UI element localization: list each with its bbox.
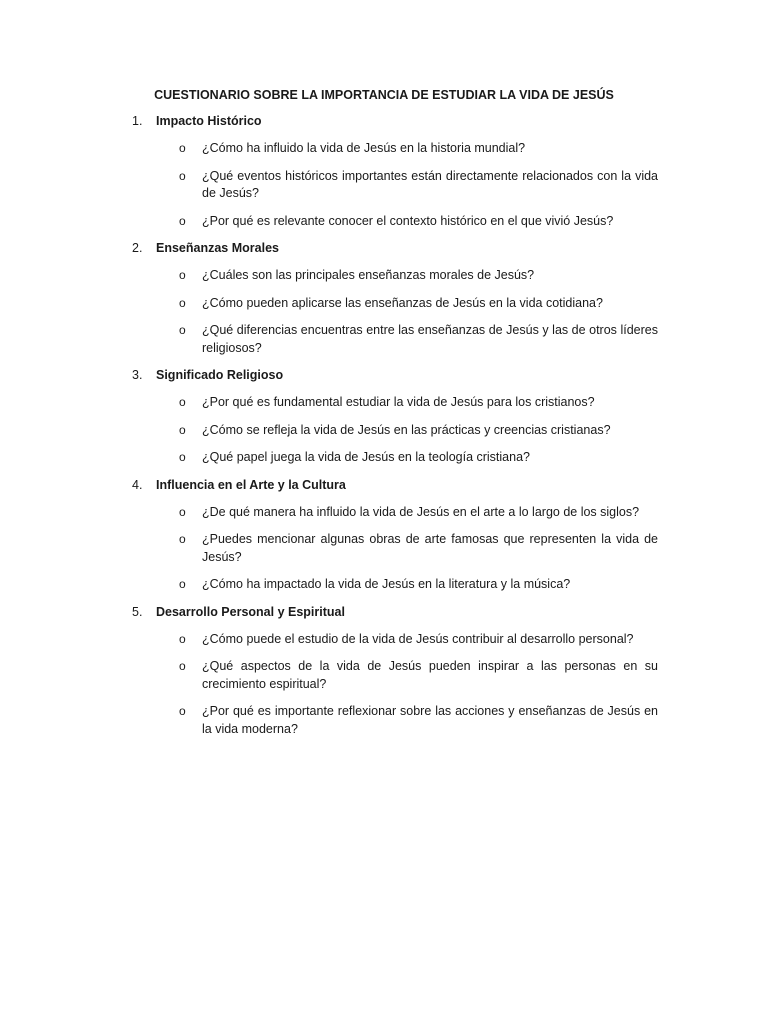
question-text: ¿Por qué es fundamental estudiar la vida de Jesús para los cristianos?: [202, 395, 595, 409]
question-list: [110, 504, 658, 594]
section-heading-row: [110, 604, 658, 620]
question-text: ¿Cómo ha impactado la vida de Jesús en la literatura y la música?: [202, 577, 571, 591]
questionnaire-section: [110, 367, 658, 467]
question-item: [110, 295, 658, 313]
bullet-marker: o: [179, 631, 186, 646]
question-text: ¿Qué aspectos de la vida de Jesús pueden inspirar a las personas en su crecimiento espiritual?: [202, 659, 658, 691]
questionnaire-section: [110, 240, 658, 357]
questionnaire-sections: [110, 113, 658, 738]
question-item: [110, 322, 658, 357]
question-text: ¿Cómo pueden aplicarse las enseñanzas de Jesús en la vida cotidiana?: [202, 295, 603, 310]
section-heading: Influencia en el Arte y la Cultura: [156, 477, 346, 492]
question-text: ¿Por qué es importante reflexionar sobre las acciones y enseñanzas de Jesús en la vida moderna?: [202, 704, 658, 736]
questionnaire-section: [110, 477, 658, 594]
question-item: [110, 140, 658, 158]
bullet-marker: o: [179, 504, 186, 519]
question-item: [110, 658, 658, 693]
question-text: ¿Cómo se refleja la vida de Jesús en las prácticas y creencias cristianas?: [202, 422, 611, 437]
bullet-marker: o: [179, 268, 186, 282]
bullet-marker: o: [179, 295, 186, 310]
section-heading-row: [110, 113, 658, 129]
bullet-marker: o: [179, 323, 186, 337]
section-heading-row: [110, 367, 658, 383]
section-heading: Impacto Histórico: [156, 114, 262, 128]
section-heading: Enseñanzas Morales: [156, 241, 279, 255]
question-list: [110, 631, 658, 739]
section-number: 5.: [132, 604, 143, 619]
question-text: ¿Cuáles son las principales enseñanzas morales de Jesús?: [202, 268, 535, 282]
question-item: [110, 213, 658, 231]
question-list: [110, 140, 658, 230]
question-list: [110, 267, 658, 357]
question-item: [110, 267, 658, 285]
section-number: 2.: [132, 241, 143, 255]
question-item: [110, 631, 658, 649]
bullet-marker: o: [179, 532, 186, 546]
section-number: 3.: [132, 368, 143, 382]
question-text: ¿Cómo puede el estudio de la vida de Jesús contribuir al desarrollo personal?: [202, 631, 634, 646]
question-text: ¿Puedes mencionar algunas obras de arte famosas que representen la vida de Jesús?: [202, 532, 658, 564]
bullet-marker: o: [179, 422, 186, 437]
document-body: [110, 87, 658, 748]
question-item: [110, 703, 658, 738]
question-item: [110, 394, 658, 412]
questionnaire-section: [110, 113, 658, 230]
section-heading: Significado Religioso: [156, 368, 284, 382]
question-text: ¿Por qué es relevante conocer el contexto histórico en el que vivió Jesús?: [202, 213, 614, 228]
question-text: ¿De qué manera ha influido la vida de Jesús en el arte a lo largo de los siglos?: [202, 504, 640, 519]
question-item: [110, 504, 658, 522]
question-item: [110, 168, 658, 203]
bullet-marker: o: [179, 213, 186, 228]
question-item: [110, 422, 658, 440]
section-heading-row: [110, 477, 658, 493]
bullet-marker: o: [179, 168, 186, 183]
question-item: [110, 449, 658, 467]
bullet-marker: o: [179, 450, 186, 464]
question-text: ¿Qué diferencias encuentras entre las enseñanzas de Jesús y las de otros líderes religiosos?: [202, 323, 658, 355]
bullet-marker: o: [179, 395, 186, 409]
question-text: ¿Qué eventos históricos importantes están directamente relacionados con la vida de Jesús?: [202, 168, 658, 200]
question-item: [110, 576, 658, 594]
question-list: [110, 394, 658, 467]
question-text: ¿Qué papel juega la vida de Jesús en la teología cristiana?: [202, 450, 530, 464]
section-number: 4.: [132, 477, 143, 492]
document-title: CUESTIONARIO SOBRE LA IMPORTANCIA DE ESTUDIAR LA VIDA DE JESÚS: [154, 88, 614, 102]
question-text: ¿Cómo ha influido la vida de Jesús en la historia mundial?: [202, 141, 526, 155]
section-heading: Desarrollo Personal y Espiritual: [156, 604, 345, 619]
bullet-marker: o: [179, 704, 186, 718]
bullet-marker: o: [179, 141, 186, 155]
section-number: 1.: [132, 114, 143, 128]
questionnaire-section: [110, 604, 658, 739]
section-heading-row: [110, 240, 658, 256]
bullet-marker: o: [179, 577, 186, 591]
question-item: [110, 531, 658, 566]
bullet-marker: o: [179, 659, 186, 673]
